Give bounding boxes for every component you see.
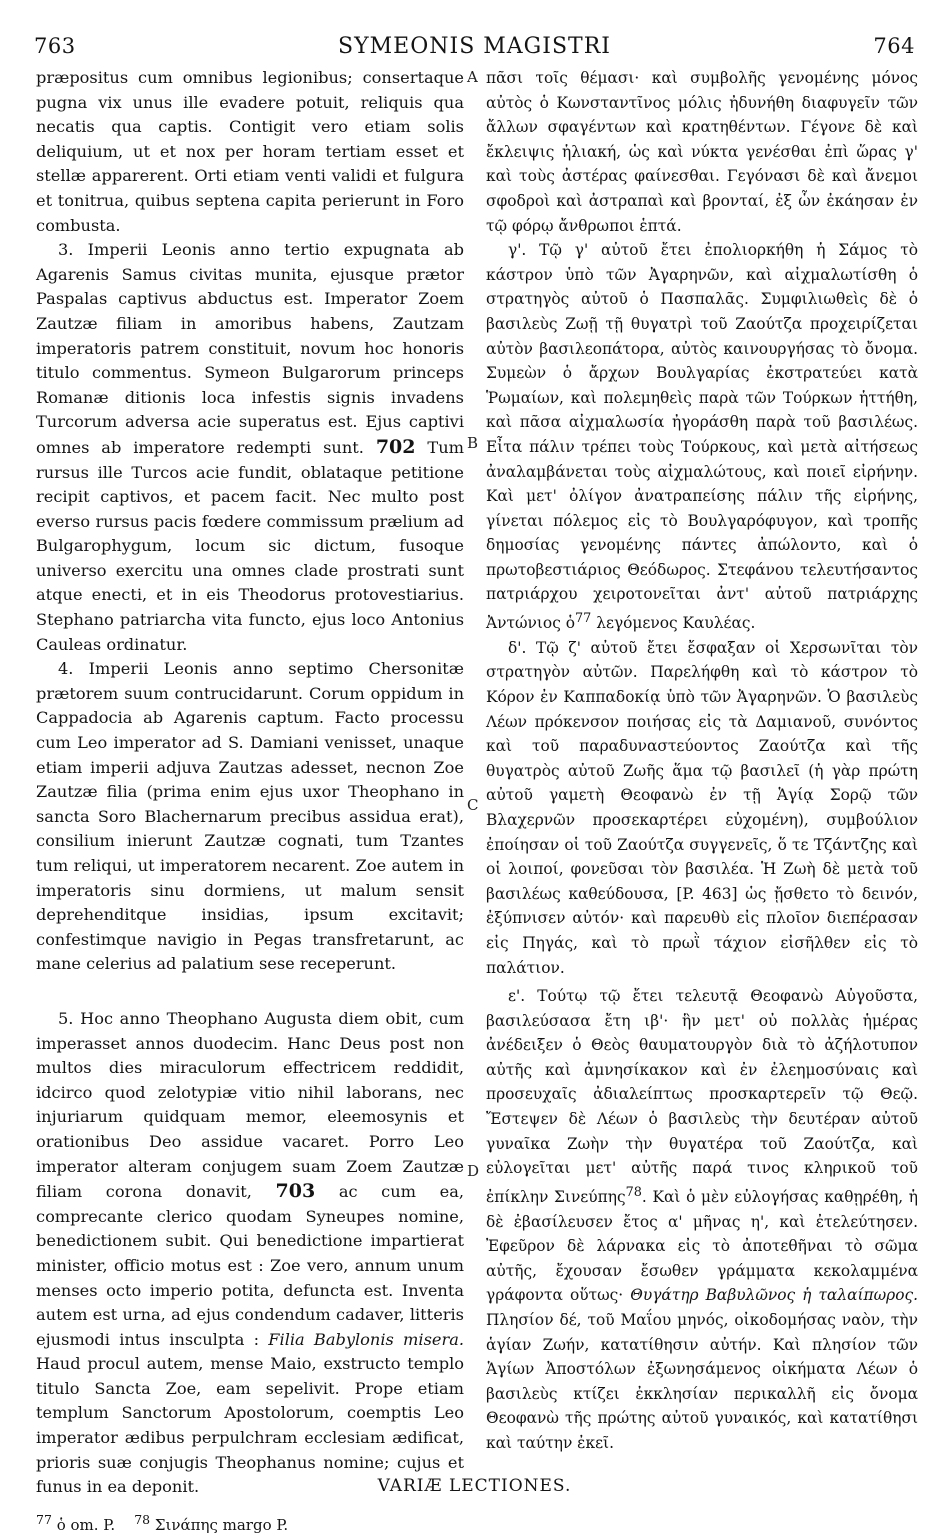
footnote-number: 78 — [134, 1512, 151, 1527]
latin-paragraph: 4. Imperii Leonis anno septimo Chersonitæ prætorem suum contrucidarunt. Corum oppidum in Cappadocia ab Agarenis captum. Facto processu cum Leo imperator ad S. Damiani venisset, unaque etiam imperii adjuva Zautzas adesset, necnon Zoe Zautzæ filia (prima enim ejus uxor Theophano in sancta Soro Blachernarum precibus assidua erat), consilium inierunt Zautzæ cognati, tum Tzantes tum reliqui, ut imperatorem necarent. Zoe autem in imperatoris sinu dormiens, ut malum sensit deprehenditque insidias, ipsum excitavit; confestimque navigio in Pegas transfretarunt, ac mane celerius ad palatium sese receperunt. — [36, 659, 464, 974]
latin-text: 3. Imperii Leonis anno tertio expugnata ab Agarenis Samus civitas munita, ejusque prætor Paspalas captivus abductus est. Imperator Zoem Zautzæ filiam in amoribus habens, Zautzam imperatoris patrem constituit, novum hoc honoris titulo commentus. Symeon Bulgarorum princeps Romanæ ditionis loca infestis signis invadens Turcorum adversa acie superatus est. Ejus captivi omnes ab imperatore redempti sunt. — [36, 240, 464, 457]
margin-marker-a: A — [467, 68, 478, 86]
latin-paragraph: præpositus cum omnibus legionibus; consertaque pugna vix unus ille evadere potuit, reliquis qua necatis qua captis. Contigit vero etiam solis deliquium, ut et nox per horam tertiam esset et stellæ apparerent. Orti etiam venti validi et fulgura et tonitrua, quibus septena capita perierunt in Foro combusta. — [36, 68, 464, 235]
column-number: 703 — [275, 1180, 316, 1203]
greek-column — [486, 66, 918, 1456]
greek-text: . Καὶ ὁ μὲν εὐλογήσας καθῃρέθη, ἡ δὲ ἐβασίλευσεν ἔτος α' μῆνας η', καὶ ἐτελεύτησεν. Ἐφεῦρον δὲ λάρνακα εἰς τὸ ἀποτεθῆναι τὸ σῶμα αὐτῆς, ἔχουσαν ἔσωθεν γράμματα κεκολαμμένα γράφοντα οὕτως· — [486, 1187, 919, 1305]
margin-marker-c: C — [467, 796, 479, 814]
page-number-right: 764 — [873, 34, 915, 58]
latin-paragraph — [36, 1007, 464, 1500]
latin-text: Tum rursus ille Turcos acie fundit, oblataque petitione recipit captivos, et pacem facit. Nec multo post everso rursus pacis fœdere commissum prælium ad Bulgarophygum, locum sic dictum, fusoque universo exercitu una omnes clade prostrati sunt atque enecti, et in eis Theodorus protovestiarius. Stephano patriarcha vita functo, ejus loco Antonius Cauleas ordinatur. — [36, 437, 464, 654]
footnote-number: 77 — [36, 1512, 52, 1527]
latin-text: ac cum ea, comprecante clerico quodam Syneupes nomine, benedictionem subit. Qui benedictione impartierat minister, officio motus est : Zoe vero, annum unum menses octo imperio potita, defuncta est. Inventa autem est urna, ad ejus condendum cadaver, litteris ejusmodi intus insculpta : — [36, 1182, 464, 1349]
variae-lectiones-heading: VARIÆ LECTIONES. — [377, 1476, 572, 1496]
latin-text: Haud procul autem, mense Maio, exstructo templo titulo Sancta Zoe, eam sepelivit. Prope etiam templum Sanctorum Apostolorum, coemptis Leo imperator ædibus perpulchram ecclesiam ædificat, prioris suæ conjugis Theophanus nomine; cujus et funus in ea deponit. — [36, 1354, 464, 1497]
latin-text: 5. Hoc anno Theophano Augusta diem obit, cum imperasset annos duodecim. Hanc Deus post non multos dies miraculorum effectricem reddidit, idcirco quod zelotypiæ vitio nihil laborans, nec injuriarum quidquam memor, eleemosynis et orationibus Deo assidue vacaret. Porro Leo imperator alteram conjugem suam Zoem Zautzæ filiam corona donavit, — [36, 1008, 464, 1202]
page-number-left: 763 — [34, 34, 76, 58]
greek-text: λεγόμενος Καυλέας. — [596, 614, 756, 633]
greek-text: ε'. Τούτῳ τῷ ἔτει τελευτᾷ Θεοφανὼ Αὐγοῦστα, βασιλεύσασα ἔτη ιβ'· ἣν μετ' οὐ πολλὰς ἡμέρας ἀνέδειξεν ὁ Θεὸς θαυματουργὸν διὰ τὸ ἀζήλοτυπον αὐτῆς καὶ ἀμνησίκακον καὶ ἐν ἐλεημοσύναις καὶ προσευχαῖς ἀδιαλείπτως προσκαρτερεῖν τῷ Θεῷ. Ἔστεψεν δὲ Λέων ὁ βασιλεὺς τὴν δευτέραν αὐτοῦ γυναῖκα Ζωὴν τὴν θυγατέρα τοῦ Ζαούτζα, καὶ εὐλογεῖται μετ' αὐτῆς παρά τινος κληρικοῦ τοῦ ἐπίκλην Σινεύπης — [486, 987, 918, 1206]
footnote-text: ὁ om. P. — [56, 1516, 116, 1534]
greek-paragraph — [486, 984, 918, 1455]
greek-paragraph: δ'. Τῷ ζ' αὐτοῦ ἔτει ἔσφαξαν οἱ Χερσωνῖται τὸν στρατηγὸν αὐτῶν. Παρελήφθη καὶ τὸ κάστρον τὸ Κόρον ἐν Καππαδοκίᾳ ὑπὸ τῶν Ἀγαρηνῶν. Ὁ βασιλεὺς Λέων πρόκενσον ποιήσας εἰς τὰ Δαμιανοῦ, συνόντος καὶ τοῦ παραδυναστεύοντος Ζαούτζα καὶ τῆς θυγατρὸς αὐτοῦ Ζωῆς ἅμα τῷ βασιλεῖ (ἡ γὰρ πρώτη αὐτοῦ γαμετὴ Θεοφανὼ ἐν τῇ Ἁγίᾳ Σορῷ τῶν Βλαχερνῶν προσεκαρτέρει εὐχομένη), συμβούλιον ἐποίησαν οἱ τοῦ Ζαούτζα συγγενεῖς, ὅ τε Τζάντζης καὶ οἱ λοιποί, φονεῦσαι τὸν βασιλέα. Ἡ Ζωὴ δὲ μετὰ τοῦ βασιλέως καθεύδουσα, [P. 463] ὡς ᾔσθετο τὸ δεινόν, ἐξύπνισεν αὐτόν· καὶ παρευθὺ εἰς πλοῖον διεπέρασαν εἰς Πηγάς, καὶ τὸ πρωῒ τάχιον εἰσῆλθεν εἰς τὸ παλάτιον. — [486, 638, 918, 977]
footnote-text: Σινάπης margo P. — [154, 1516, 289, 1534]
greek-paragraph — [486, 238, 918, 636]
footnotes — [36, 1512, 288, 1534]
margin-marker-b: B — [467, 434, 479, 452]
greek-text: γ'. Τῷ γ' αὐτοῦ ἔτει ἐπολιορκήθη ἡ Σάμος τὸ κάστρον ὑπὸ τῶν Ἀγαρηνῶν, καὶ αἰχμαλωτίσθη ὁ στρατηγὸς αὐτοῦ ὁ Πασπαλᾶς. Συμφιλιωθεὶς δὲ ὁ βασιλεὺς Ζωῇ τῇ θυγατρὶ τοῦ Ζαούτζα προχειρίζεται αὐτὸν βασιλεοπάτορα, αὐτὸς καινουργήσας τὸ ὄνομα. Συμεὼν ὁ ἄρχων Βουλγαρίας ἐκστρατεύει κατὰ Ῥωμαίων, καὶ πολεμηθεὶς παρὰ τῶν Τούρκων ἡττήθη, καὶ πᾶσα αἰχμαλωσία ἠγοράσθη παρὰ τοῦ βασιλέως. Εἶτα πάλιν τρέπει τοὺς Τούρκους, καὶ μετὰ αἰτήσεως ἀναλαμβάνεται τοὺς αἰχμαλώτους, καὶ ποιεῖ εἰρήνην. Καὶ μετ' ὀλίγον ἀνατραπείσης πάλιν τῆς εἰρήνης, γίνεται πόλεμος εἰς τὸ Βουλγαρόφυγον, καὶ τροπῆς δημοσίας γενομένης πάντες ἀπώλοντο, καὶ ὁ πρωτοβεστιάριος Θεόδωρος. Στεφάνου τελευτήσαντος πατριάρχου χειροτονεῖται ἀντ' αὐτοῦ πατριάρχης Ἀντώνιος ὁ — [486, 241, 918, 633]
footnote-ref: 78 — [625, 1184, 642, 1200]
column-number: 702 — [375, 435, 416, 458]
greek-text: Πλησίον δέ, τοῦ Μαΐου μηνός, οἰκοδομήσας ναὸν, τὴν ἁγίαν Ζωήν, κατατίθησιν αὐτήν. Καὶ πλησίον τῶν Ἁγίων Ἀποστόλων ἐξωνησάμενος οἰκήματα Λέων ὁ βασιλεὺς κτίζει ἐκκλησίαν περικαλλῆ εἰς ὄνομα Θεοφανὼ τῆς πρώτης αὐτοῦ γυναικός, καὶ κατατίθησι καὶ ταύτην ἐκεῖ. — [486, 1310, 918, 1452]
latin-inscription: Filia Babylonis misera. — [268, 1329, 464, 1349]
footnote-ref: 77 — [574, 611, 592, 627]
latin-column — [36, 66, 464, 1500]
greek-inscription: Θυγάτηρ Βαβυλῶνος ἡ ταλαίπωρος. — [630, 1286, 918, 1305]
greek-paragraph: πᾶσι τοῖς θέμασι· καὶ συμβολῆς γενομένης μόνος αὐτὸς ὁ Κωνσταντῖνος μόλις ἠδυνήθη διαφυγεῖν τῶν ἄλλων σφαγέντων καὶ κρατηθέντων. Γέγονε δὲ καὶ ἔκλειψις ἡλιακή, ὡς καὶ νύκτα γενέσθαι ἐπὶ ὥρας γ' καὶ τοὺς ἀστέρας φαίνεσθαι. Γεγόνασι δὲ καὶ ἄνεμοι σφοδροὶ καὶ ἀστραπαὶ καὶ βρονταί, ἐξ ὧν ἐκάησαν ἐν τῷ φόρῳ ἄνθρωποι ἑπτά. — [486, 69, 918, 235]
margin-marker-d: D — [467, 1162, 480, 1180]
latin-paragraph — [36, 238, 464, 657]
running-title: SYMEONIS MAGISTRI — [338, 34, 611, 59]
